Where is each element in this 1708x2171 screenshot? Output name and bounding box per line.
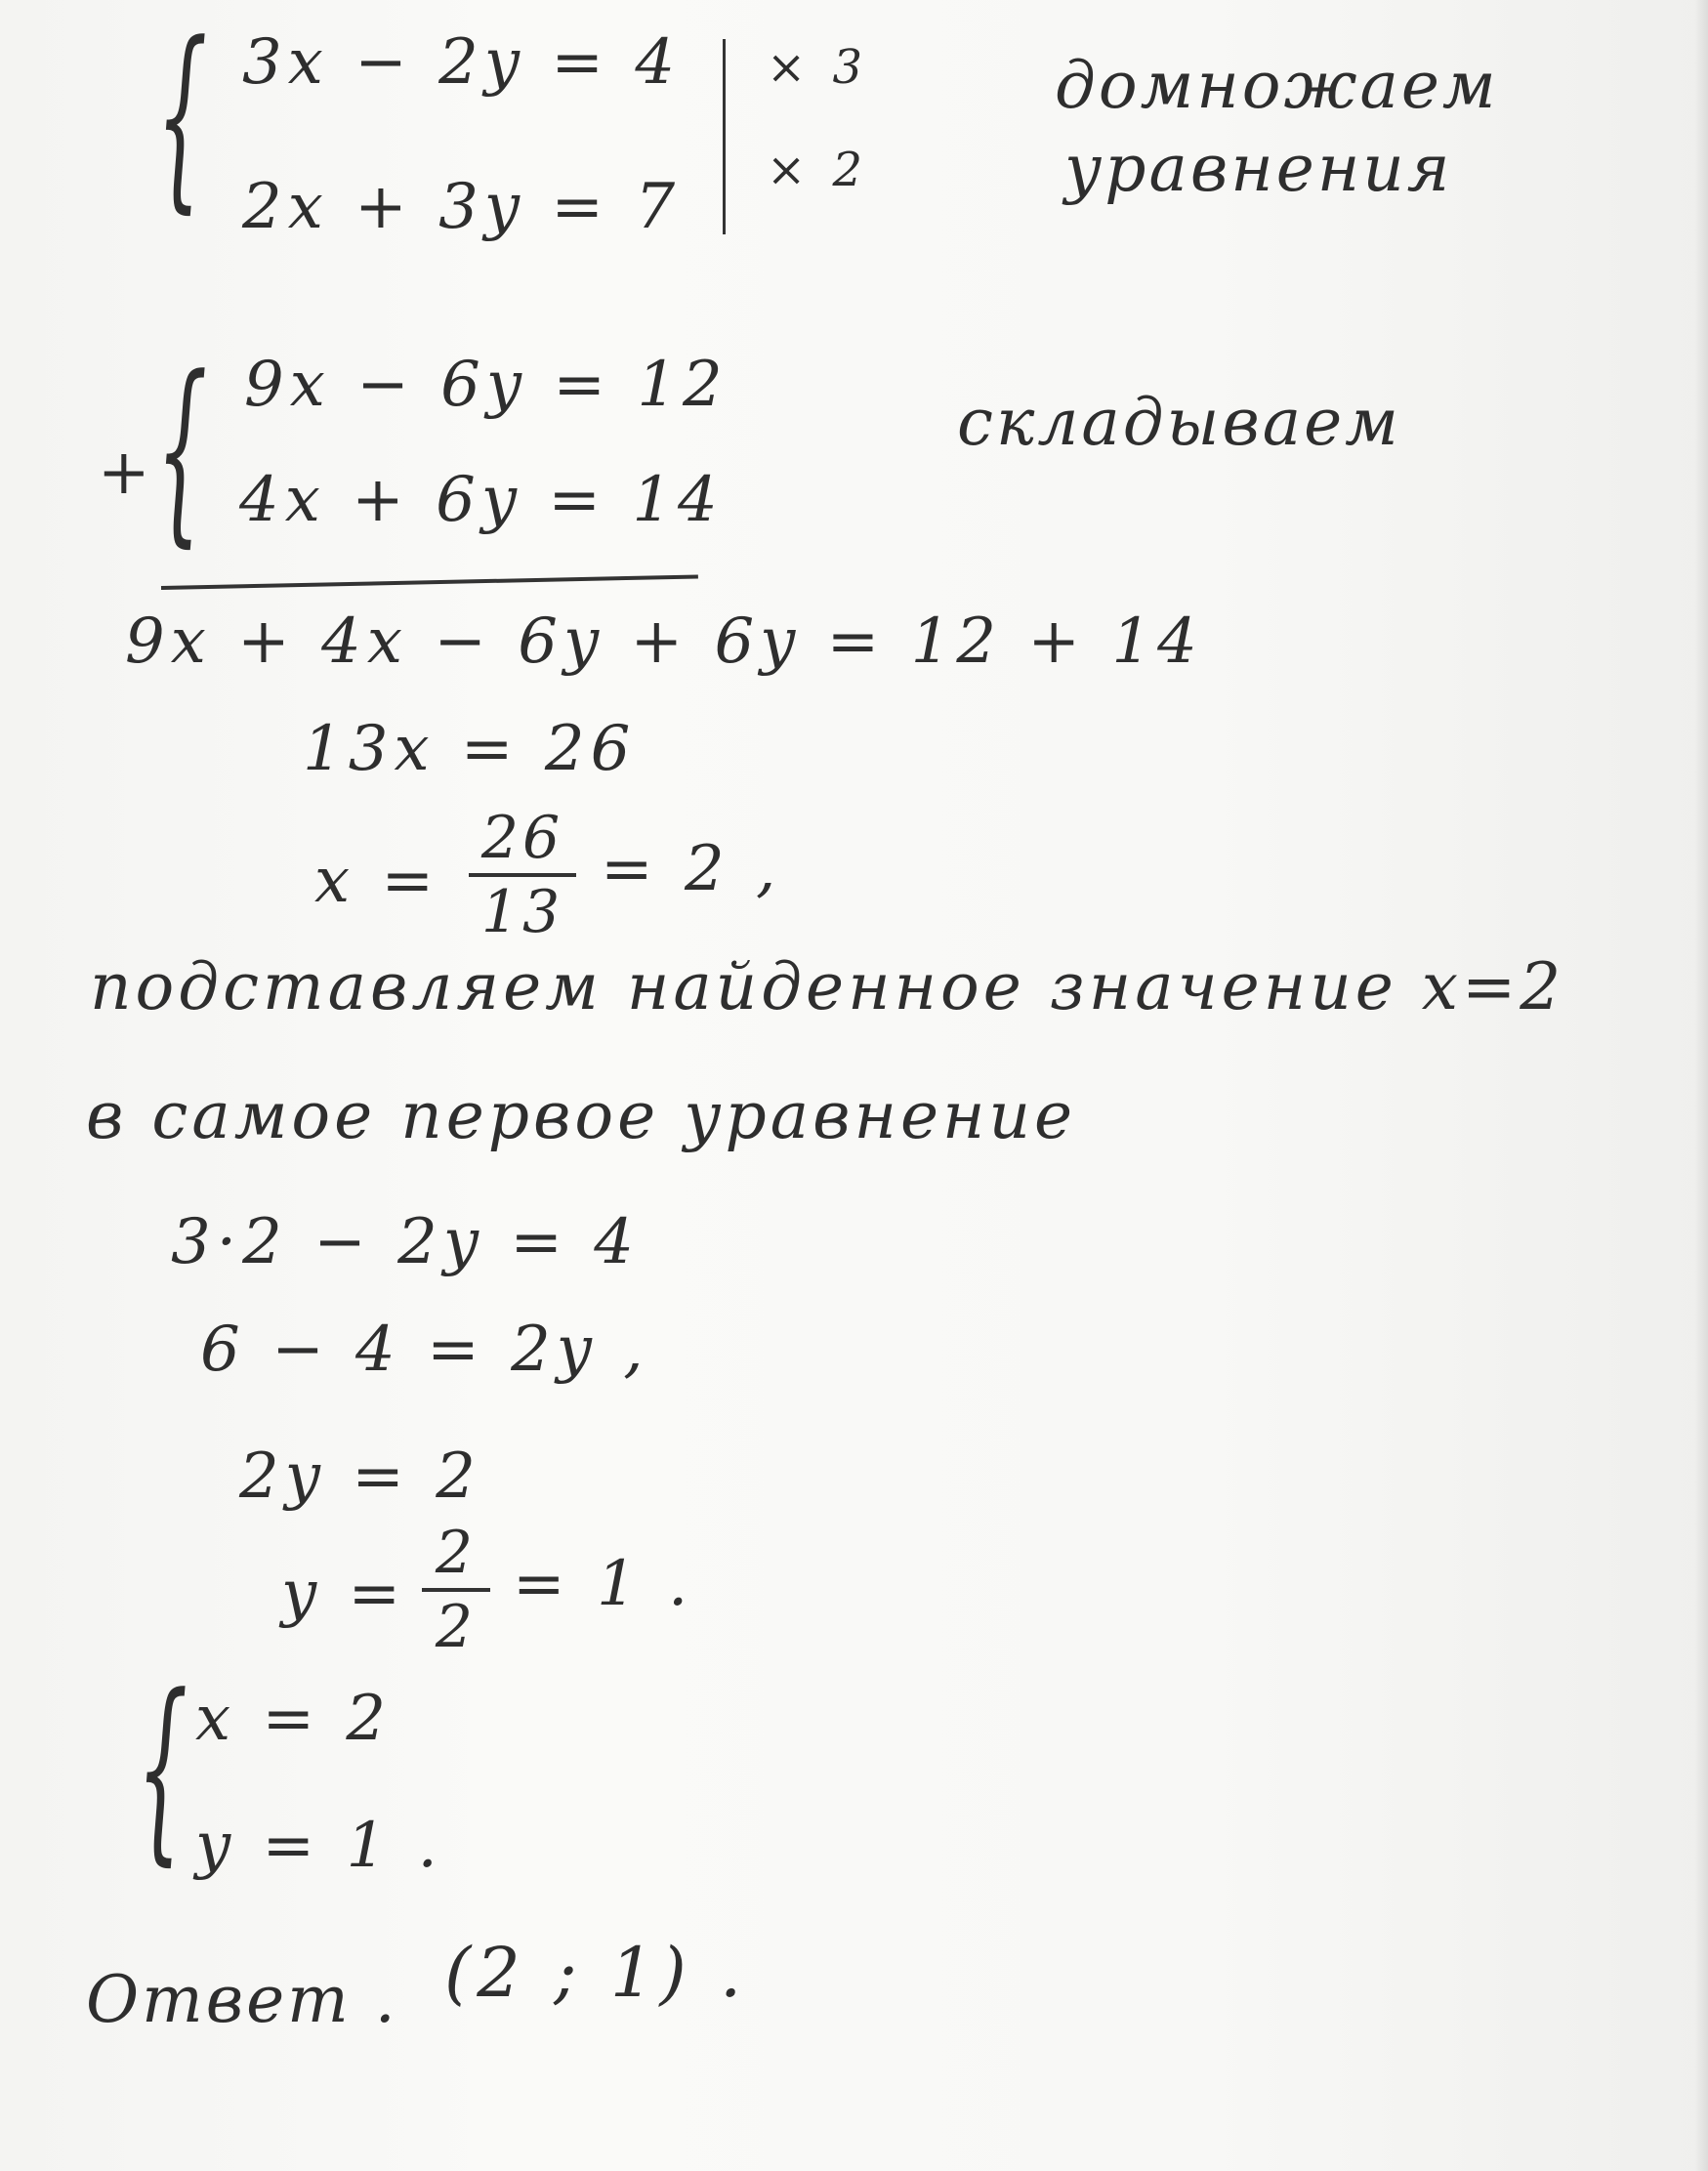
- x-fraction-rhs: = 2 ,: [601, 833, 782, 905]
- equation-4: 4x + 6y = 14: [239, 464, 724, 536]
- result-x: x = 2: [195, 1683, 393, 1755]
- y-fraction-lhs: y =: [281, 1558, 407, 1630]
- equation-2y: 2y = 2: [239, 1440, 481, 1513]
- system-brace-result: {: [137, 1653, 188, 1884]
- result-y: y = 1 .: [195, 1810, 443, 1882]
- sentence-line-2: в самое первое уравнение: [86, 1078, 1077, 1153]
- plus-sign: +: [98, 437, 156, 509]
- answer-value: (2 ; 1) .: [444, 1933, 748, 2013]
- note-multiply-line1: домножаем: [1055, 48, 1499, 123]
- equation-3: 9x − 6y = 12: [244, 349, 729, 421]
- multiplier-2: × 2: [767, 143, 869, 197]
- answer-label: Ответ .: [86, 1962, 398, 2037]
- system-brace-1: {: [156, 1, 208, 231]
- x-fraction: [469, 804, 576, 946]
- x-fraction-bar: [469, 873, 576, 877]
- equation-1: 3x − 2y = 4: [242, 26, 682, 99]
- y-fraction: [422, 1519, 490, 1661]
- y-fraction-rhs: = 1 .: [513, 1548, 694, 1620]
- multiplier-1: × 3: [767, 40, 869, 95]
- x-fraction-denominator: 13: [480, 878, 564, 946]
- y-fraction-bar: [422, 1588, 490, 1592]
- x-fraction-lhs: x =: [314, 845, 440, 917]
- rearranged-equation: 6 − 4 = 2y ,: [200, 1314, 649, 1386]
- substitution-equation: 3·2 − 2y = 4: [171, 1206, 640, 1278]
- y-fraction-denominator: 2: [435, 1593, 478, 1661]
- sentence-line-1: подставляем найденное значение x=2: [90, 949, 1565, 1024]
- equation-2: 2x + 3y = 7: [242, 171, 682, 243]
- equation-13x: 13x = 26: [303, 713, 637, 785]
- page-edge-shadow: [1694, 0, 1708, 2171]
- system-brace-2: {: [156, 335, 208, 565]
- multiplier-divider: [723, 39, 726, 234]
- sum-equation: 9x + 4x − 6y + 6y = 12 + 14: [125, 605, 1203, 678]
- x-fraction-numerator: 26: [480, 804, 564, 872]
- sum-underline: [161, 574, 698, 590]
- note-add: складываем: [957, 385, 1401, 460]
- note-multiply-line2: уравнения: [1064, 131, 1453, 206]
- y-fraction-numerator: 2: [435, 1519, 478, 1587]
